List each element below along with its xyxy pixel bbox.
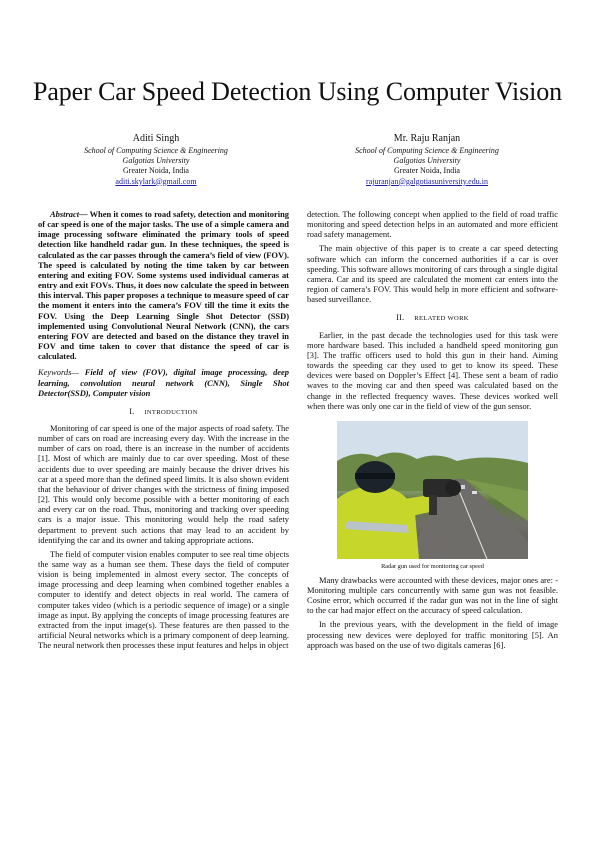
author-email-link[interactable]: aditi.skylark@gmail.com	[115, 176, 197, 186]
figure-caption: Radar gun used for monitoring car speed	[381, 562, 484, 570]
author-name: Mr. Raju Ranjan	[393, 133, 461, 144]
body-paragraph: In the previous years, with the development in the field of image processing new devices were deployed for traffic monitoring [5]. An approach was based on the use of two digitals cameras [6].	[307, 619, 558, 650]
section-title: INTRODUCTION	[144, 408, 198, 416]
keywords	[38, 367, 289, 397]
radar-gun-photo-illustration	[337, 421, 528, 559]
intro-paragraph: Monitoring of car speed is one of the major aspects of road safety. The number of cars on road are increasing every day. With the increase in the number of cars on road, there is an increase in the number of accidents [1]. Most of which are mainly due to car over speeding. Most of these accidents due to over speeding are mainly because the driver drives his car at a speed more than the defined speed limits. It is also shown evident that the behaviour of driver changes with the strictness of fining imposed [2]. This would only become possible with a better monitoring of each and every car on the road. Thus, monitoring and tracking over speeding cars is a major issue. This monitoring would help the road safety department to prevent such actions that may lead to an accident by identifying the car and its owner and taking appropriate actions.	[38, 422, 289, 545]
author-department: School of Computing Science & Engineering	[355, 146, 499, 155]
section-number: II.	[396, 313, 405, 323]
right-column	[307, 209, 558, 654]
author-block-2	[307, 132, 547, 187]
keywords-text: Field of view (FOV), digital image processing, deep learning, convolution neural network (CNN), Single Shot Detector(SSD), Computer vision	[38, 367, 289, 398]
abstract	[38, 209, 289, 361]
paper-title: Paper Car Speed Detection Using Computer Vision	[32, 77, 563, 106]
radar-gun-photo	[337, 421, 528, 559]
author-city: Greater Noida, India	[394, 166, 460, 176]
section-heading-related-work	[307, 313, 558, 324]
author-city: Greater Noida, India	[123, 166, 189, 176]
intro-paragraph: The field of computer vision enables computer to see real time objects the same way as a human see them. These days the field of computer vision is being implemented in almost every sector. The concepts of image processing and deep learning when combined together enables a computer to identify and detect objects in real world. The camera of computer takes video (which is a periodic sequence of image) or a single image as input. By applying the concepts of image processing features are extracted from the input image(s). These features are then passed to the artificial Neural networks which is a primary component of deep learning. The neural network then processes these input features and helps in object	[38, 548, 289, 651]
section-heading-introduction	[38, 407, 289, 418]
author-university: Galgotias University	[122, 156, 190, 166]
section-number: I.	[129, 406, 135, 416]
abstract-label: Abstract	[50, 209, 80, 219]
body-paragraph: The main objective of this paper is to create a car speed detecting software which can inform the concerned authorities if a car is over speeding. This software allows monitoring of cars through a single digital camera. Car and its speed are calculated the moment car enters into the region of camera’s FOV. This would help in more efficient and software- based surveillance.	[307, 243, 558, 305]
author-name: Aditi Singh	[132, 133, 180, 144]
author-email-link[interactable]: rajuranjan@galgotiasuniversity.edu.in	[366, 176, 488, 186]
author-university: Galgotias University	[393, 156, 461, 166]
left-column	[38, 209, 289, 654]
abstract-text: When it comes to road safety, detection and monitoring of car speed is one of the major tasks. The use of a simple camera and image processing software eliminated the primary tools of speed detection like handheld radar gun. In these techniques, the speed is calculated as the car passes through the camera’s field of view (FOV). The speed is calculated by noting the time taken by car between entering and exiting FOV. Some systems used individual cameras at entry and exit FOVs. Thus, it does now calculate the speed in between this interval. This paper proposes a technique to measure speed of car the moment it enters into the camera’s FOV till the time it exits the FOV. Using the Deep Learning Single Shot Detector (SSD) implemented using Convolutional Neural Network (CNN), the cars entering FOV are detected and based on the distance they travel in FOV and time taken to cover that distance the speed of car is calculated.	[38, 209, 289, 362]
section-title: RELATED WORK	[414, 315, 469, 323]
keywords-label: Keywords—	[38, 367, 79, 378]
figure-radar-gun	[307, 421, 558, 571]
abstract-dash: —	[79, 209, 90, 219]
author-department: School of Computing Science & Engineering	[84, 146, 228, 155]
related-paragraph: Earlier, in the past decade the technologies used for this task were more hardware based. This included a handheld speed monitoring gun [3]. The traffic officers used to hold this gun in their hand. Aiming towards the speeding car they used to get to know its speed. These devices were based on Doppler’s Effect [4]. These sent a beam of radio waves to the moving car and then speed was calculated based on the change in the reflected frequency waves. These devices worked well when there was only one car in the field of view of the gun sensor.	[307, 329, 558, 411]
body-paragraph: detection. The following concept when applied to the field of road traffic monitoring and speed detection helps in an automated and more efficient road safety management.	[307, 209, 558, 240]
body-paragraph: Many drawbacks were accounted with these devices, major ones are: - Monitoring multiple cars concurrently with same gun was not feasible. Cosine error, which occurred if the radar gun was not in the line of sight to the car had major effect on the accuracy of speed calculation.	[307, 574, 558, 616]
author-block-1	[36, 132, 276, 187]
